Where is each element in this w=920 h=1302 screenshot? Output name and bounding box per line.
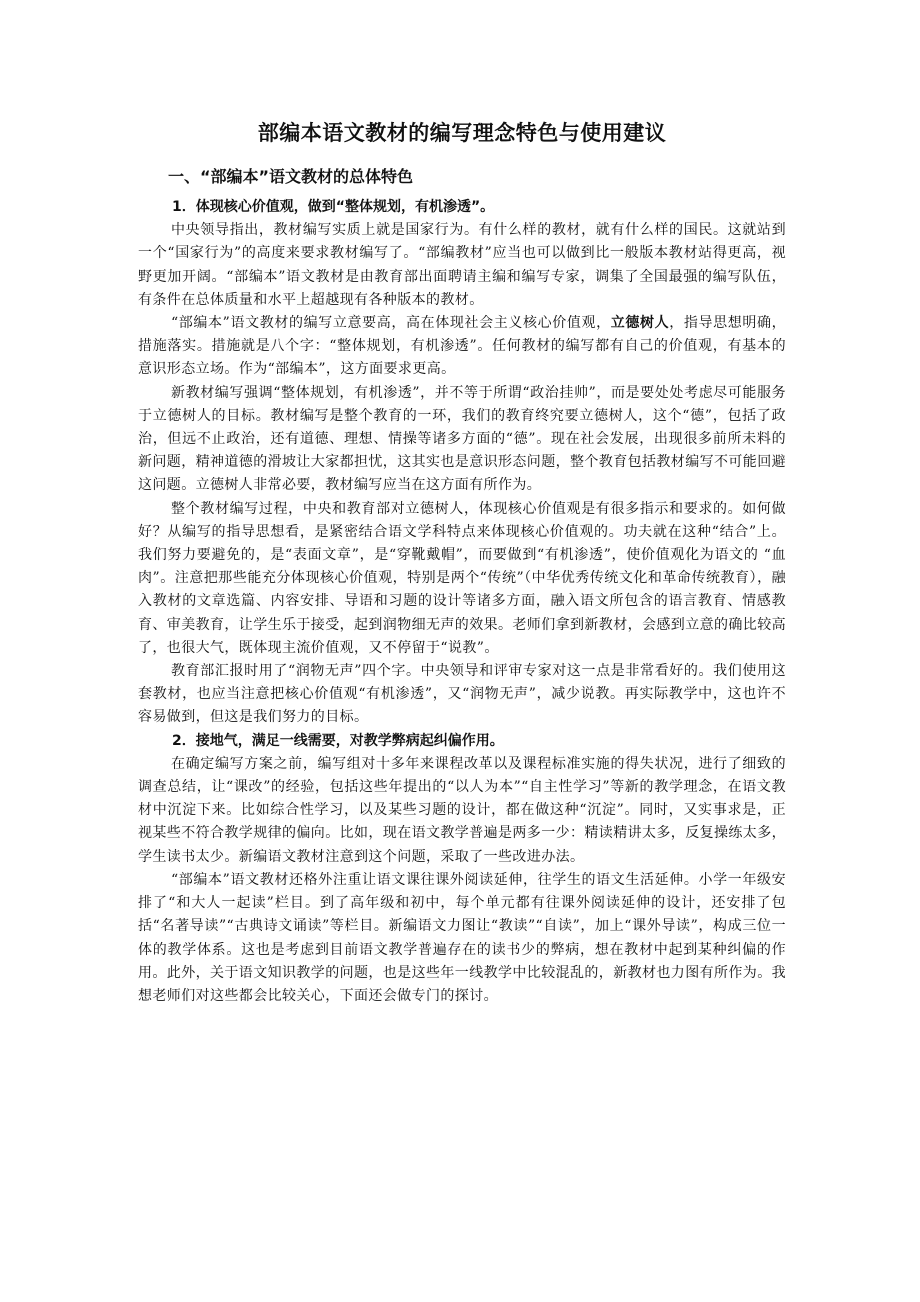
document-page <box>138 118 786 1008</box>
paragraph-2-part-a: “部编本”语文教材的编写立意要高，高在体现社会主义核心价值观， <box>171 315 611 332</box>
document-title: 部编本语文教材的编写理念特色与使用建议 <box>257 121 667 145</box>
paragraph-6: 在确定编写方案之前，编写组对十多年来课程改革以及课程标准实施的得失状况，进行了细致的调查总结，让“课改”的经验，包括这些年提出的“以人为本”“自主性学习”等新的教学理念，在语文教材中沉淀下来。比如综合性学习，以及某些习题的设计，都在做这种“沉淀”。同时，又实事求是，正视某些不符合教学规律的偏向。比如，现在语文教学普遍是两多一少：精读精讲太多，反复操练太多，学生读书太少。新编语文教材注意到这个问题，采取了一些改进办法。 <box>138 755 786 865</box>
paragraph-2 <box>138 312 786 382</box>
paragraph-2-bold: 立德树人 <box>610 315 670 332</box>
paragraph-2-part-b: ，指导思想明确，措施落实。措施就是八个字：“整体规划，有机渗透”。任何教材的编写都有自己的价值观，有基本的意识形态立场。作为“部编本”，这方面要求更高。 <box>138 315 786 378</box>
subsection-heading-2: 2．接地气，满足一线需要，对教学弊病起纠偏作用。 <box>172 732 504 749</box>
paragraph-1: 中央领导指出，教材编写实质上就是国家行为。有什么样的教材，就有什么样的国民。这就站到一个“国家行为”的高度来要求教材编写了。“部编教材”应当也可以做到比一般版本教材站得更高，视野更加开阔。“部编本”语文教材是由教育部出面聘请主编和编写专家，调集了全国最强的编写队伍，有条件在总体质量和水平上超越现有各种版本的教材。 <box>138 222 786 308</box>
paragraph-4: 整个教材编写过程，中央和教育部对立德树人，体现核心价值观是有很多指示和要求的。如何做好？从编写的指导思想看，是紧密结合语文学科特点来体现核心价值观的。功夫就在这种“结合”上。我们努力要避免的，是“表面文章”，是“穿靴戴帽”，而要做到“有机渗透”，使价值观化为语文的 “血肉”。注意把那些能充分体现核心价值观，特别是两个“传统”（中华优秀传统文化和革命传统教育），融入教材的文章选篇、内容安排、导语和习题的设计等诸多方面，融入语文所包含的语言教育、情感教育、审美教育，让学生乐于接受，起到润物细无声的效果。老师们拿到新教材，会感到立意的确比较高了，也很大气，既体现主流价值观，又不停留于“说教”。 <box>138 500 786 656</box>
paragraph-3: 新教材编写强调“整体规划，有机渗透”，并不等于所谓“政治挂帅”，而是要处处考虑尽可能服务于立德树人的目标。教材编写是整个教育的一环，我们的教育终究要立德树人，这个“德”，包括了政治，但远不止政治，还有道德、理想、情操等诸多方面的“德”。现在社会发展，出现很多前所未料的新问题，精神道德的滑坡让大家都担忧，这其实也是意识形态问题，整个教育包括教材编写不可能回避这问题。立德树人非常必要，教材编写应当在这方面有所作为。 <box>138 384 786 494</box>
paragraph-7: “部编本”语文教材还格外注重让语文课往课外阅读延伸，往学生的语文生活延伸。小学一年级安排了“和大人一起读”栏目。到了高年级和初中，每个单元都有往课外阅读延伸的设计，还安排了包括“名著导读”“古典诗文诵读”等栏目。新编语文力图让“教读”“自读”，加上“课外导读”，构成三位一体的教学体系。这也是考虑到目前语文教学普遍存在的读书少的弊病，想在教材中起到某种纠偏的作用。此外，关于语文知识教学的问题，也是这些年一线教学中比较混乱的，新教材也力图有所作为。我想老师们对这些都会比较关心，下面还会做专门的探讨。 <box>138 871 786 1004</box>
section-heading-1: 一、“部编本”语文教材的总体特色 <box>168 167 414 186</box>
paragraph-5: 教育部汇报时用了“润物无声”四个字。中央领导和评审专家对这一点是非常看好的。我们使用这套教材，也应当注意把核心价值观“有机渗透”，又“润物无声”，减少说教。再实际教学中，这也许不容易做到，但这是我们努力的目标。 <box>138 663 786 726</box>
subsection-heading-1: 1．体现核心价值观，做到“整体规划，有机渗透”。 <box>172 199 495 215</box>
